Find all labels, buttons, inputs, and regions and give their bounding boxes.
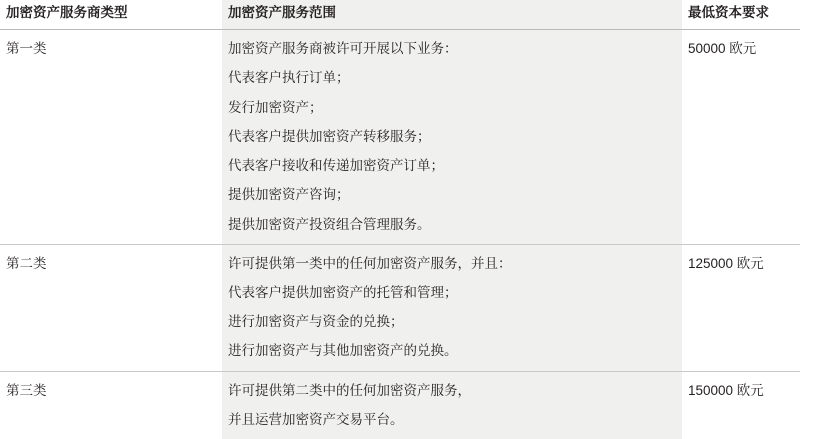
- scope-line: 进行加密资产与资金的兑换；: [228, 314, 404, 330]
- scope-line: 发行加密资产；: [228, 99, 323, 115]
- column-header-capital: 最低资本要求: [682, 0, 800, 30]
- scope-line: 提供加密资产投资组合管理服务。: [228, 216, 431, 232]
- cell-category: 第一类: [0, 30, 222, 245]
- scope-line: 进行加密资产与其他加密资产的兑换。: [228, 343, 458, 359]
- cell-capital: 150000 欧元: [688, 382, 764, 398]
- table-header: [0, 0, 800, 30]
- scope-line: 许可提供第二类中的任何加密资产服务，: [228, 382, 471, 398]
- scope-line: 代表客户接收和传递加密资产订单；: [228, 158, 444, 174]
- scope-line: 加密资产服务商被许可开展以下业务：: [228, 41, 458, 57]
- scope-line: 代表客户提供加密资产转移服务；: [228, 128, 431, 144]
- table-body: [0, 30, 800, 439]
- table-row: [0, 371, 800, 439]
- scope-line: 并且运营加密资产交易平台。: [228, 411, 404, 427]
- cell-scope: [222, 244, 682, 371]
- scope-line: 提供加密资产咨询；: [228, 187, 350, 203]
- table-row: [0, 30, 800, 245]
- cell-capital: 125000 欧元: [682, 244, 800, 371]
- table-row: [0, 244, 800, 371]
- cell-category: 第三类: [6, 382, 47, 398]
- scope-line: 代表客户提供加密资产的托管和管理；: [228, 284, 458, 300]
- cell-scope: [222, 30, 682, 245]
- column-header-category: 加密资产服务商类型: [0, 0, 222, 30]
- cell-category: 第二类: [0, 244, 222, 371]
- cell-scope: [222, 371, 682, 439]
- scope-line: 代表客户执行订单；: [228, 70, 350, 86]
- cell-capital: 50000 欧元: [682, 30, 800, 245]
- table-header-row: [0, 0, 800, 30]
- scope-line: 许可提供第一类中的任何加密资产服务，并且：: [228, 255, 512, 271]
- column-header-scope: 加密资产服务范围: [222, 0, 682, 30]
